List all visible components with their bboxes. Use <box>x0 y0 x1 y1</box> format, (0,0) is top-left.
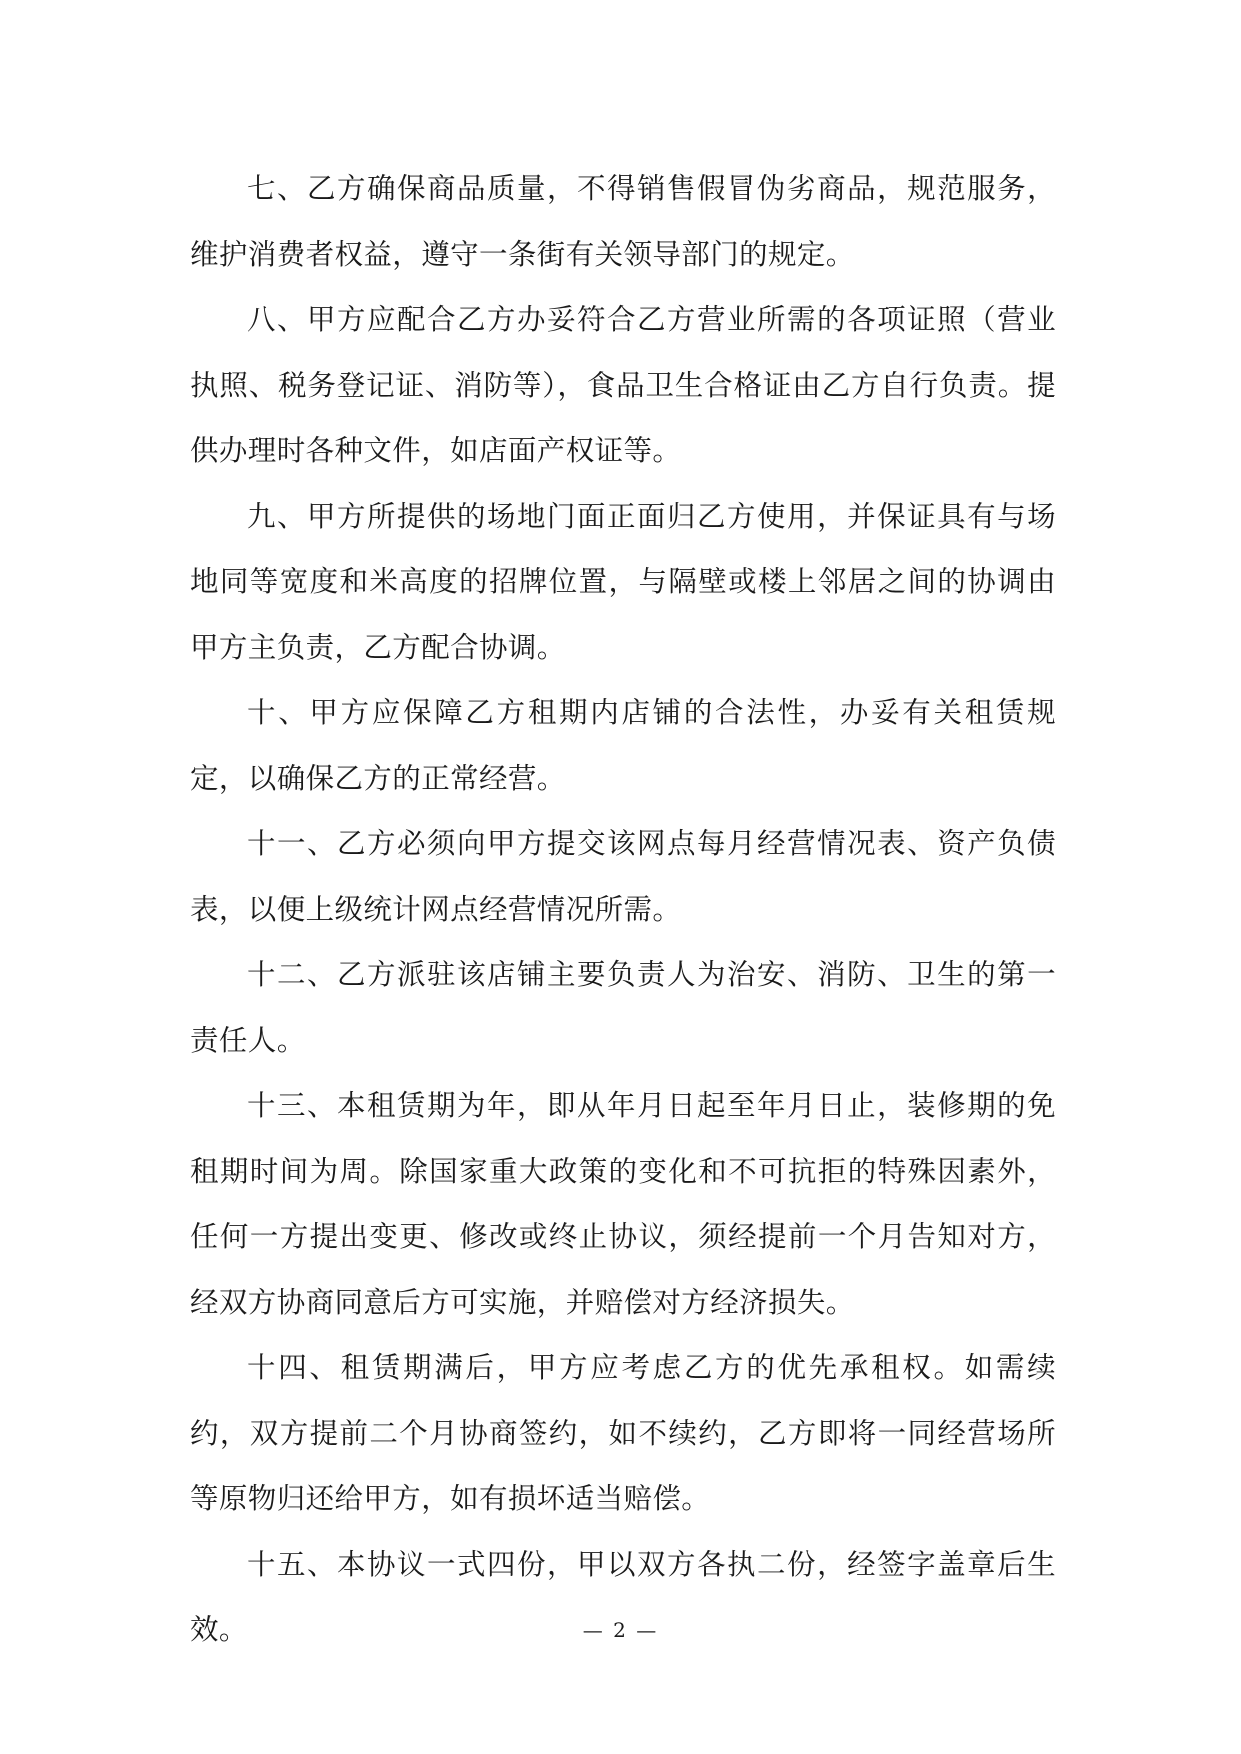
clause-13: 十三、本租赁期为年，即从年月日起至年月日止，装修期的免租期时间为周。除国家重大政策的变化和不可抗拒的特殊因素外，任何一方提出变更、修改或终止协议，须经提前一个月告知对方，经双方协商同意后方可实施，并赔偿对方经济损失。 <box>190 1089 1056 1319</box>
document-body <box>190 156 1056 1663</box>
clause-7: 七、乙方确保商品质量，不得销售假冒伪劣商品，规范服务，维护消费者权益，遵守一条街有关领导部门的规定。 <box>190 172 1056 271</box>
clause-11: 十一、乙方必须向甲方提交该网点每月经营情况表、资产负债表，以便上级统计网点经营情况所需。 <box>190 827 1056 926</box>
clause-12: 十二、乙方派驻该店铺主要负责人为治安、消防、卫生的第一责任人。 <box>190 958 1056 1057</box>
clause-10: 十、甲方应保障乙方租期内店铺的合法性，办妥有关租赁规定，以确保乙方的正常经营。 <box>190 696 1056 795</box>
page-number: — 2 — <box>582 1618 659 1642</box>
clause-14: 十四、租赁期满后，甲方应考虑乙方的优先承租权。如需续约，双方提前二个月协商签约，如不续约，乙方即将一同经营场所等原物归还给甲方，如有损坏适当赔偿。 <box>190 1351 1056 1515</box>
clause-8: 八、甲方应配合乙方办妥符合乙方营业所需的各项证照（营业执照、税务登记证、消防等），食品卫生合格证由乙方自行负责。提供办理时各种文件，如店面产权证等。 <box>190 303 1056 467</box>
clause-9: 九、甲方所提供的场地门面正面归乙方使用，并保证具有与场地同等宽度和米高度的招牌位置，与隔壁或楼上邻居之间的协调由甲方主负责，乙方配合协调。 <box>190 499 1056 664</box>
clause-15: 十五、本协议一式四份，甲以双方各执二份，经签字盖章后生效。 <box>190 1547 1056 1646</box>
